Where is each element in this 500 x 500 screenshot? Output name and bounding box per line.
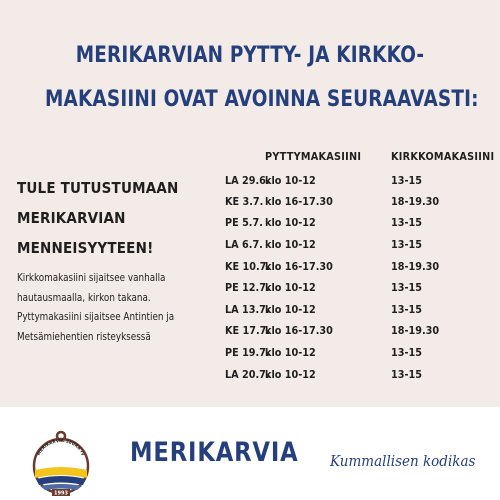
header-pyttymakasiini: PYTTYMAKASIINI	[265, 150, 362, 163]
headline-line-2: MAKASIINI OVAT AVOINNA SEURAAVASTI:	[45, 86, 479, 112]
info-column	[17, 173, 212, 347]
schedule-row	[225, 195, 495, 215]
row-kirkko-hours: 13-15	[391, 174, 422, 187]
emblem-year: 1993	[54, 490, 68, 496]
intro-line-2: MERIKARVIAN	[17, 209, 126, 227]
row-kirkko-hours: 13-15	[391, 216, 422, 229]
row-pytty-hours: klo 16-17.30	[265, 324, 333, 337]
headline	[45, 33, 479, 121]
row-pytty-hours: klo 10-12	[265, 174, 316, 187]
footer-bar	[0, 407, 500, 500]
row-pytty-hours: klo 10-12	[265, 281, 316, 294]
merikarvia-seura-emblem-icon	[25, 428, 97, 496]
row-pytty-hours: klo 10-12	[265, 216, 316, 229]
row-day: PE 5.7.	[225, 216, 263, 229]
row-day: LA 29.6.	[225, 174, 270, 187]
location-line-4: Metsämiehentien risteyksessä	[17, 330, 151, 343]
row-kirkko-hours: 13-15	[391, 238, 422, 251]
intro-line-3: MENNEISYYTEEN!	[17, 239, 154, 257]
row-day: LA 20.7.	[225, 368, 270, 381]
headline-line-1: MERIKARVIAN PYTTY- JA KIRKKO-	[75, 42, 425, 68]
location-text	[17, 269, 209, 347]
row-day: PE 12.7.	[225, 281, 270, 294]
row-pytty-hours: klo 16-17.30	[265, 195, 333, 208]
row-day: PE 19.7.	[225, 346, 270, 359]
schedule-row	[225, 260, 495, 280]
row-pytty-hours: klo 10-12	[265, 303, 316, 316]
schedule-row	[225, 281, 495, 301]
location-line-1: Kirkkomakasiini sijaitsee vanhalla	[17, 272, 166, 284]
emblem-text: MERIKARVIA-SEURA ry	[35, 437, 87, 457]
schedule-row	[225, 238, 495, 258]
row-pytty-hours: klo 10-12	[265, 346, 316, 359]
row-pytty-hours: klo 10-12	[265, 368, 316, 381]
schedule-row	[225, 174, 495, 194]
row-kirkko-hours: 18-19.30	[391, 324, 440, 337]
row-kirkko-hours: 18-19.30	[391, 195, 440, 208]
svg-text:MERIKARVIA-SEURA ry	[36, 438, 86, 456]
row-kirkko-hours: 13-15	[391, 303, 422, 316]
intro-line-1: TULE TUTUSTUMAAN	[17, 179, 179, 197]
merikarvia-logo: MERIKARVIA	[130, 437, 299, 468]
schedule-row	[225, 368, 495, 388]
location-line-2: hautausmaalla, kirkon takana.	[17, 291, 151, 304]
schedule-row	[225, 346, 495, 366]
location-line-3: Pyttymakasiini sijaitsee Antintien ja	[17, 311, 175, 323]
row-kirkko-hours: 13-15	[391, 281, 422, 294]
row-pytty-hours: klo 16-17.30	[265, 260, 333, 273]
header-kirkkomakasiini: KIRKKOMAKASIINI	[391, 150, 495, 163]
schedule-row	[225, 324, 495, 344]
row-day: KE 17.7.	[225, 324, 271, 337]
row-kirkko-hours: 18-19.30	[391, 260, 440, 273]
row-day: LA 13.7.	[225, 303, 270, 316]
row-kirkko-hours: 13-15	[391, 368, 422, 381]
row-day: KE 3.7.	[225, 195, 264, 208]
row-day: LA 6.7.	[225, 238, 263, 251]
row-day: KE 10.7.	[225, 260, 271, 273]
slogan: Kummallisen kodikas	[330, 452, 476, 470]
row-kirkko-hours: 13-15	[391, 346, 422, 359]
schedule-row	[225, 303, 495, 323]
emblem-graphic	[25, 428, 97, 496]
row-pytty-hours: klo 10-12	[265, 238, 316, 251]
intro-heading	[17, 173, 193, 263]
schedule-row	[225, 216, 495, 236]
